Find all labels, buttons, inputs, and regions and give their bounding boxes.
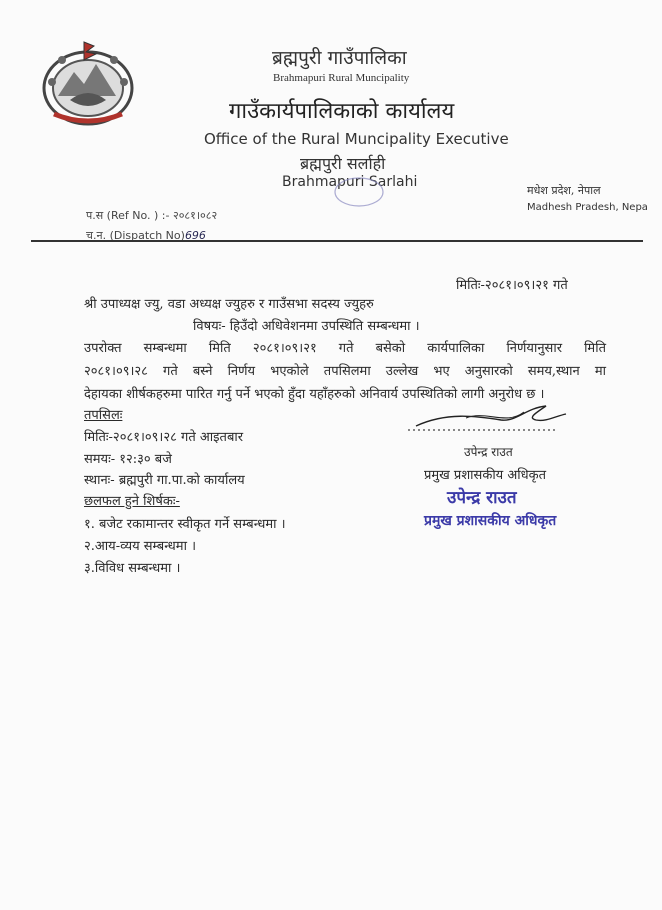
place-en: Brahmapuri Sarlahi [282,174,418,190]
handwritten-signature [406,402,572,436]
signatory-name: उपेन्द्र राउत [464,445,513,459]
office-name-en: Office of the Rural Muncipality Executive [204,130,509,148]
name-stamp: उपेन्द्र राउत [447,488,517,508]
dispatch-label: च.न. (Dispatch No) [86,229,185,242]
body-line-1: उपरोक्त सम्बन्धमा मिति २०८१।०९।२१ गते बसेको कार्यपालिका निर्णयानुसार मिति [84,341,606,356]
province-np: मधेश प्रदेश, नेपाल [527,184,601,197]
agenda-item: २.आय-व्यय सम्बन्धमा । [84,539,197,554]
meeting-place: स्थानः- ब्रह्मपुरी गा.पा.को कार्यालय [84,473,245,488]
letter-date: मितिः-२०८१।०९।२१ गते [456,278,568,293]
office-seal-stamp [333,176,385,208]
meeting-date: मितिः-२०८१।०९।२८ गते आइतबार [84,430,244,445]
province-en: Madhesh Pradesh, Nepa [527,202,648,213]
title-stamp: प्रमुख प्रशासकीय अधिकृत [424,513,557,529]
agenda-item: ३.विविध सम्बन्धमा । [84,561,181,576]
signatory-title: प्रमुख प्रशासकीय अधिकृत [424,468,547,483]
place-np: ब्रह्मपुरी सर्लाही [300,154,386,173]
agenda-heading: छलफल हुने शिर्षकः- [84,494,180,509]
meeting-time: समयः- १२:३० बजे [84,452,172,467]
municipality-name-en: Brahmapuri Rural Muncipality [273,72,410,84]
ref-number: प.स (Ref No. ) :- २०८१।०८२ [86,209,218,222]
body-line-3: देहायका शीर्षकहरुमा पारित गर्नु पर्ने भएको हुँदा यहाँहरुको अनिवार्य उपस्थितिको लागी अनुरोध छ । [84,387,545,402]
dispatch-value: 696 [184,229,206,242]
addressee: श्री उपाध्यक्ष ज्यु, वडा अध्यक्ष ज्युहरु र गाउँसभा सदस्य ज्युहरु [84,297,374,312]
agenda-item: १. बजेट रकामान्तर स्वीकृत गर्ने सम्बन्धमा । [84,517,286,532]
subject-line: विषयः- हिउँदो अधिवेशनमा उपस्थिति सम्बन्धमा । [193,319,420,334]
details-heading: तपसिलः [84,408,123,423]
header-divider [31,240,643,242]
municipality-name-np: ब्रह्मपुरी गाउँपालिका [272,47,407,69]
office-name-np: गाउँकार्यपालिकाको कार्यालय [229,99,455,124]
body-line-2: २०८१।०९।२८ गते बस्ने निर्णय भएकोले तपसिलमा उल्लेख भए अनुसारको समय,स्थान मा [84,364,606,379]
nepal-emblem-icon [40,38,136,126]
